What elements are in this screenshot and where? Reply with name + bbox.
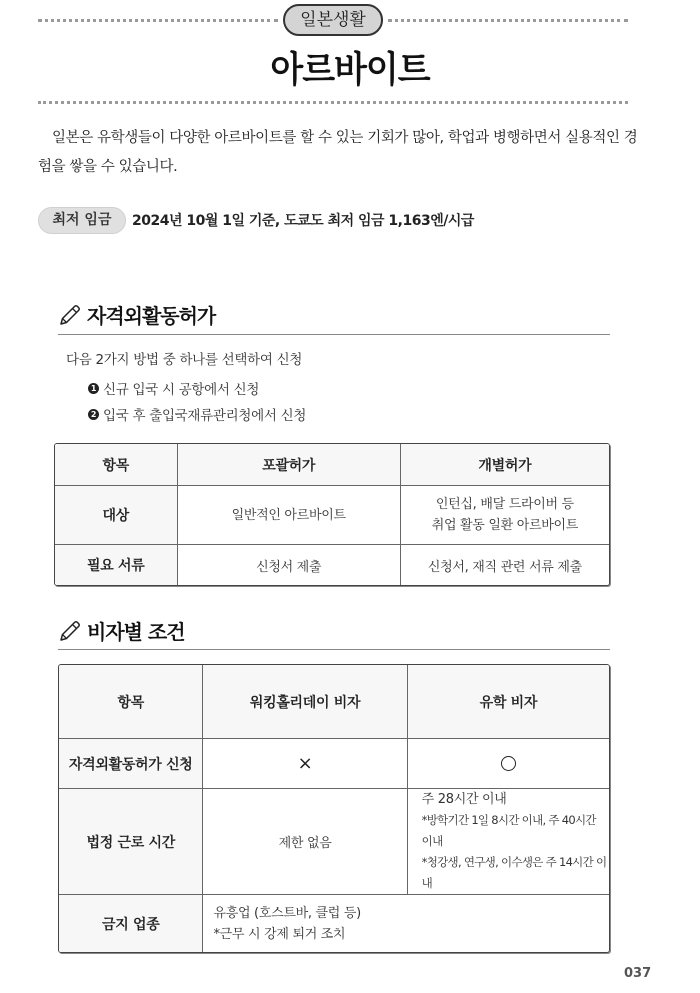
header-cell: 항목 <box>55 444 178 486</box>
table-row <box>55 545 609 585</box>
visa-conditions-table <box>58 664 610 953</box>
section-title: 자격외활동허가 <box>87 304 216 328</box>
cell-text: 인턴십, 배달 드라이버 등 <box>435 497 574 512</box>
page-number: 037 <box>624 966 652 981</box>
row-label: 대상 <box>55 486 178 545</box>
row-label: 필요 서류 <box>55 545 178 585</box>
row-label: 금지 업종 <box>59 895 203 952</box>
work-permit-description: 다음 2가지 방법 중 하나를 선택하여 신청 <box>66 352 303 368</box>
cell-text: 유흥업 (호스트바, 클럽 등) <box>213 905 361 921</box>
method-text: 입국 후 출입국재류관리청에서 신청 <box>103 408 307 424</box>
table-row <box>55 486 609 545</box>
section-title: 비자별 조건 <box>87 620 185 644</box>
section-heading-work-permit <box>58 300 215 329</box>
page-title: 아르바이트 <box>270 49 430 92</box>
header-cell: 워킹홀리데이 비자 <box>203 665 407 739</box>
pencil-icon <box>58 303 82 327</box>
header-cell: 개별허가 <box>401 444 609 486</box>
header-cell: 항목 <box>59 665 203 739</box>
table-cell <box>401 486 609 545</box>
cell-text: 취업 활동 일환 아르바이트 <box>431 518 579 533</box>
table-cell <box>408 789 609 895</box>
table-header-row <box>59 665 609 739</box>
number-1-icon: 1 <box>88 383 99 394</box>
intro-paragraph: 일본은 유학생들이 다양한 아르바이트를 할 수 있는 기회가 많아, 학업과 병행하면서 실용적인 경험을 쌓을 수 있습니다. <box>38 130 638 175</box>
work-permit-table <box>54 443 610 586</box>
cell-note: *근무 시 강제 퇴거 조치 <box>213 926 346 942</box>
table-cell <box>203 739 407 789</box>
section-divider <box>58 649 610 650</box>
minimum-wage-badge: 최저 임금 <box>38 207 126 234</box>
table-row <box>59 895 609 952</box>
method-text: 신규 입국 시 공항에서 신청 <box>103 382 260 398</box>
row-label: 자격외활동허가 신청 <box>59 739 203 789</box>
method-item-1 <box>88 378 259 398</box>
top-dotted-rule-left <box>38 19 278 22</box>
minimum-wage-text: 2024년 10월 1일 기준, 도쿄도 최저 임금 1,163엔/시급 <box>132 213 474 229</box>
table-cell: 신청서, 재직 관련 서류 제출 <box>427 559 582 575</box>
table-header-row <box>55 444 609 486</box>
cross-mark-icon: × <box>297 753 313 774</box>
table-cell <box>408 739 609 789</box>
top-dotted-rule-right <box>388 19 628 22</box>
table-row <box>59 739 609 789</box>
table-cell-merged <box>203 895 609 952</box>
method-item-2 <box>88 404 306 424</box>
pencil-icon <box>58 619 82 643</box>
number-2-icon: 2 <box>88 409 99 420</box>
header-cell: 포괄허가 <box>178 444 401 486</box>
circle-mark-icon <box>501 756 516 771</box>
cell-note: *방학기간 1일 8시간 이내, 주 40시간 이내 <box>421 813 596 848</box>
cell-text: 일반적인 아르바이트 <box>231 507 346 523</box>
section-divider <box>58 334 610 335</box>
table-cell: 신청서 제출 <box>178 545 401 585</box>
cell-text: 주 28시간 이내 <box>421 792 507 807</box>
cell-note: *청강생, 연구생, 이수생은 주 14시간 이내 <box>421 855 607 890</box>
title-dotted-rule <box>38 101 628 104</box>
row-label: 법정 근로 시간 <box>59 789 203 895</box>
table-cell <box>178 486 401 545</box>
category-pill: 일본생활 <box>283 4 383 36</box>
table-cell: 제한 없음 <box>203 789 407 895</box>
section-heading-visa-conditions <box>58 616 185 645</box>
header-cell: 유학 비자 <box>408 665 609 739</box>
table-row <box>59 789 609 895</box>
